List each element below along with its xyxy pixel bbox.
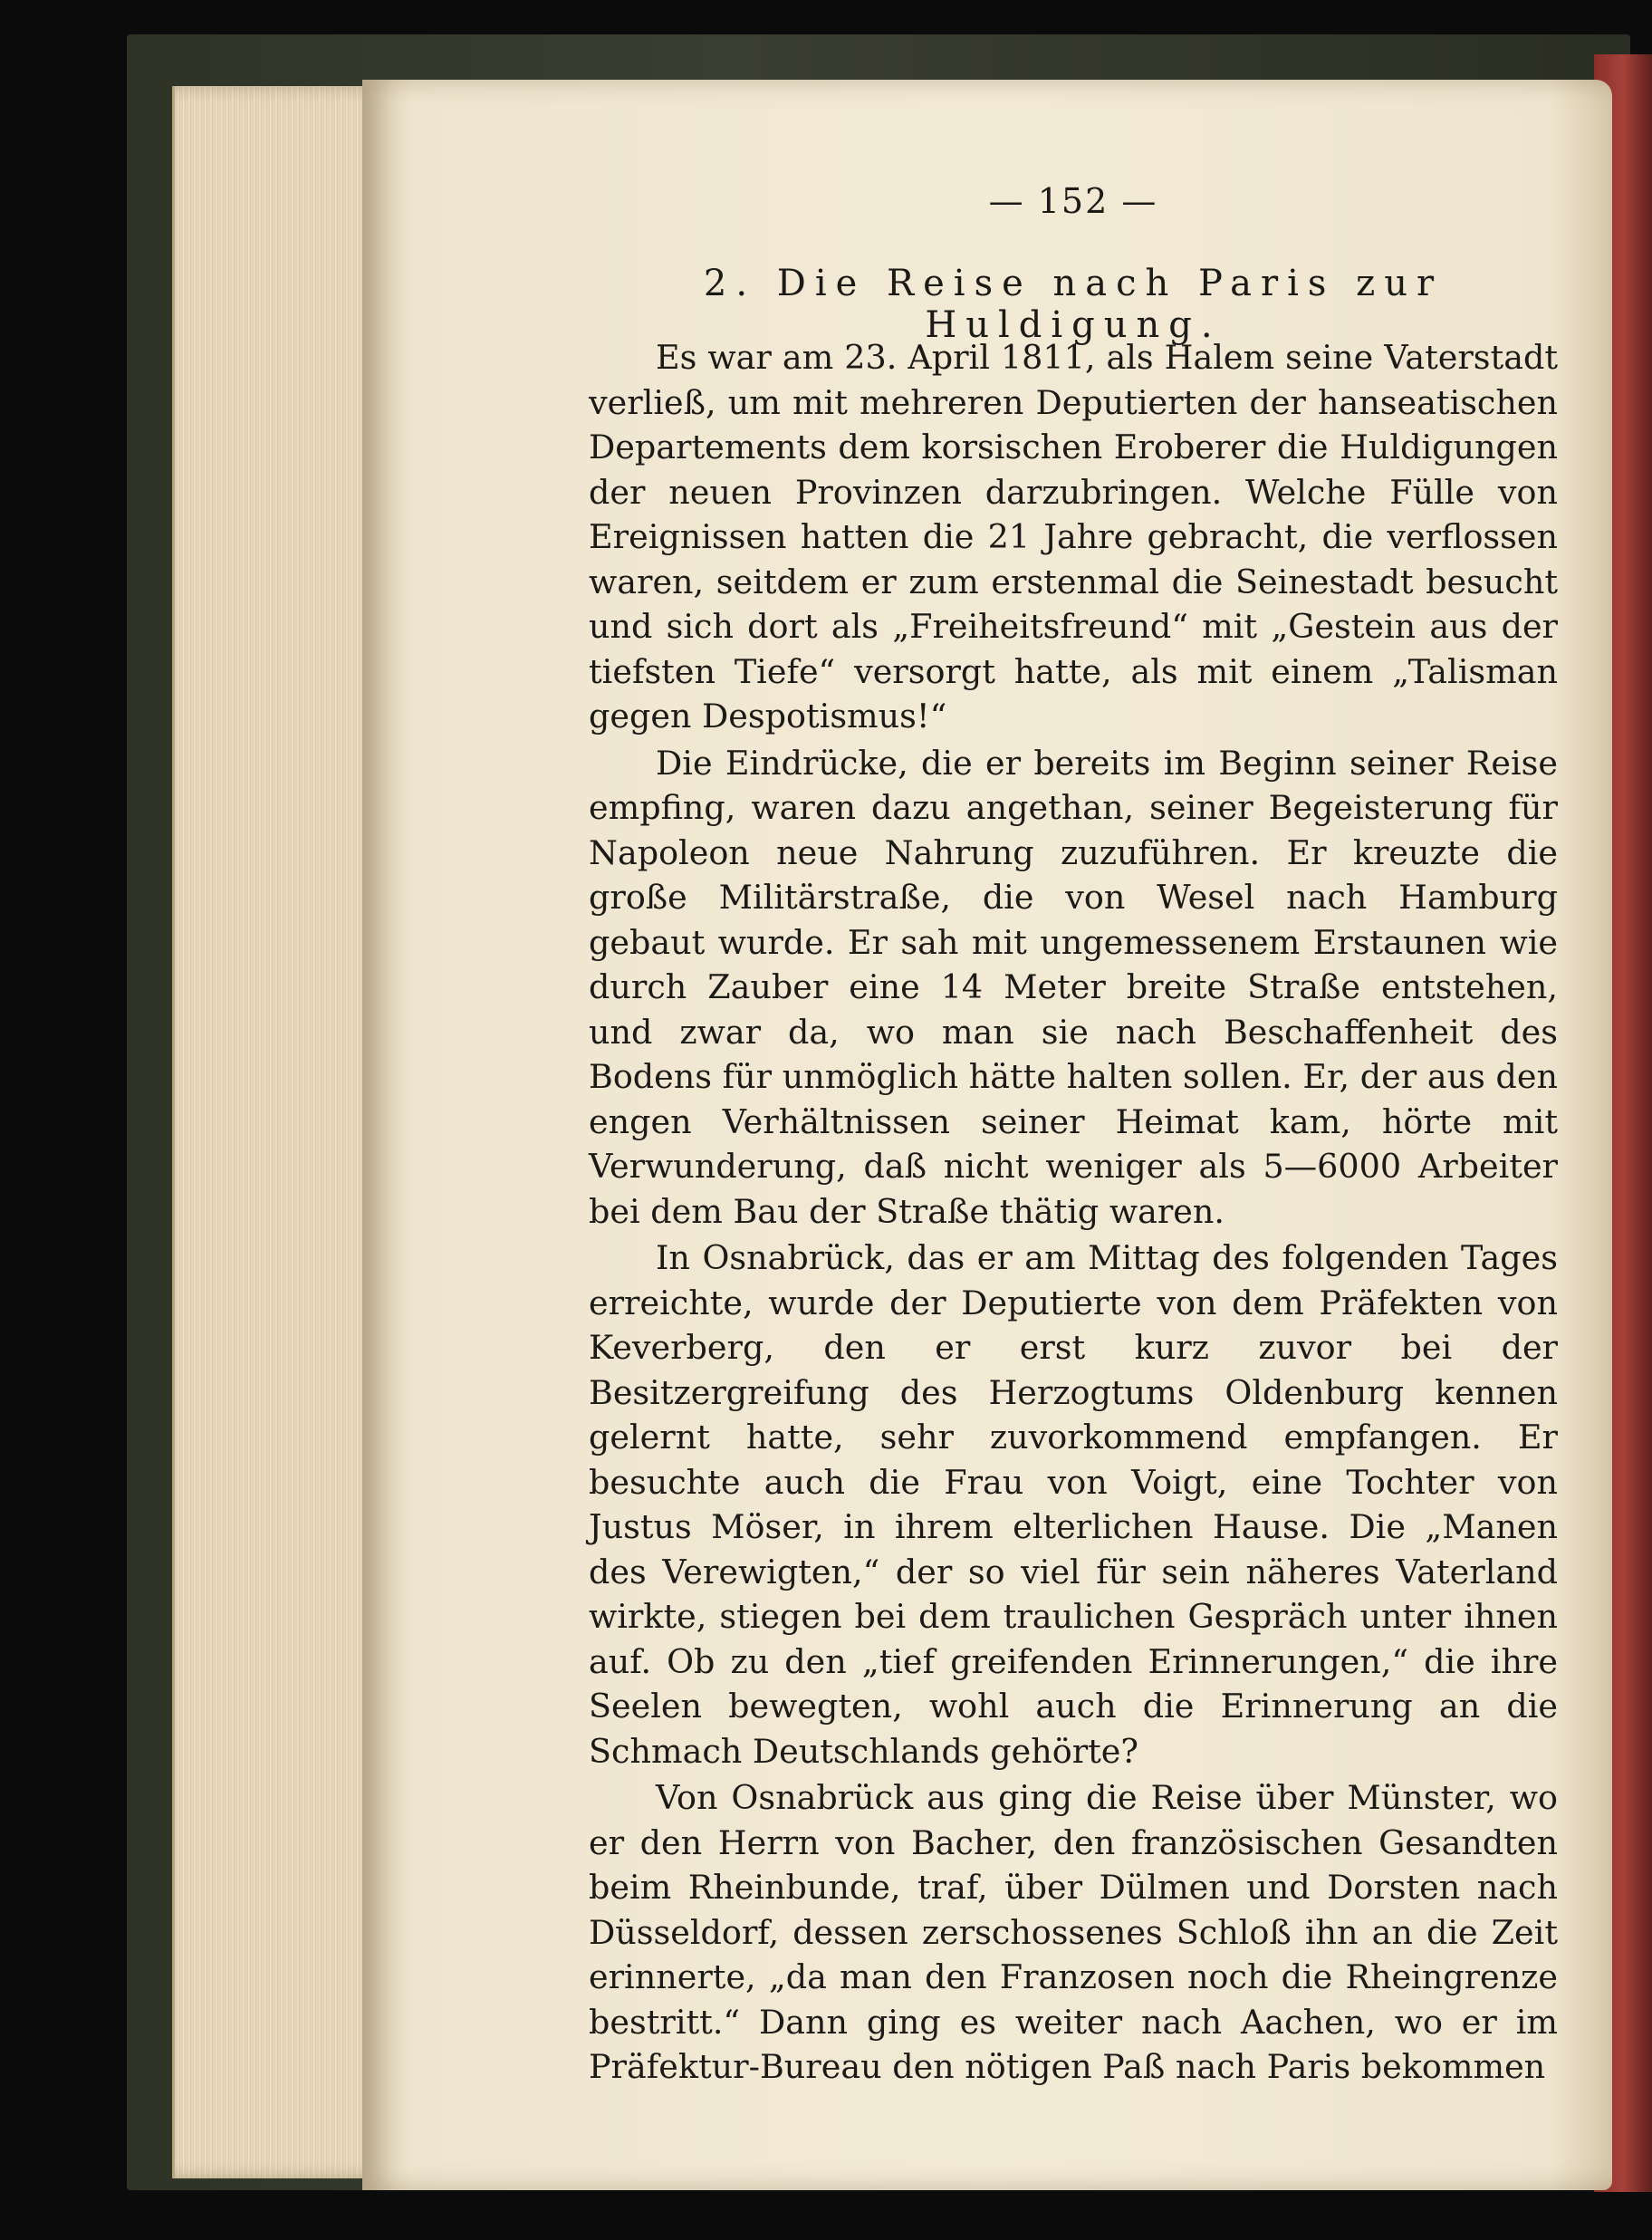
page-text-block [589,181,1558,2091]
paragraph: Die Eindrücke, die er bereits im Beginn seiner Reise empfing, waren dazu angethan, seiner Begeisterung für Napoleon neue Nahrung zuzuführen. Er kreuzte die große Militärstraße, die von Wesel nach Hamburg gebaut wurde. Er sah mit ungemessenem Erstaunen wie durch Zauber eine 14 Meter breite Straße entstehen, und zwar da, wo man sie nach Beschaffenheit des Bodens für unmöglich hätte halten sollen. Er, der aus den engen Verhältnissen seiner Heimat kam, hörte mit Verwunderung, daß nicht weniger als 5—6000 Arbeiter bei dem Bau der Straße thätig waren. [589,743,1558,1231]
chapter-title: 2. Die Reise nach Paris zur Huldigung. [703,263,1444,346]
paragraph: In Osnabrück, das er am Mittag des folgenden Tages erreichte, wurde der Deputierte von dem Präfekten von Keverberg, den er erst kurz zuvor bei der Besitzergreifung des Herzogtums Oldenburg kennen gelernt hatte, sehr zuvorkommend empfangen. Er besuchte auch die Frau von Voigt, eine Tochter von Justus Möser, in ihrem elterlichen Hause. Die „Manen des Verewigten,“ der so viel für sein näheres Vaterland wirkte, stiegen bei dem traulichen Gespräch unter ihnen auf. Ob zu den „tief greifenden Erinnerungen,“ die ihre Seelen bewegten, wohl auch die Erinnerung an die Schmach Deutschlands gehörte? [589,1238,1558,1771]
paragraph: Es war am 23. April 1811, als Halem seine Vaterstadt verließ, um mit mehreren Deputierten der hanseatischen Departements dem korsischen Eroberer die Huldigungen der neuen Provinzen darzubringen. Welche Fülle von Ereignissen hatten die 21 Jahre gebracht, die verflossen waren, seitdem er zum erstenmal die Seinestadt besucht und sich dort als „Freiheitsfreund“ mit „Gestein aus der tiefsten Tiefe“ versorgt hatte, als mit einem „Talisman gegen Despotismus!“ [589,338,1558,735]
page-edges [172,86,392,2178]
paragraph: Von Osnabrück aus ging die Reise über Münster, wo er den Herrn von Bacher, den französischen Gesandten beim Rheinbunde, traf, über Dülmen und Dorsten nach Düsseldorf, dessen zerschossenes Schloß ihn an die Zeit erinnerte, „da man den Franzosen noch die Rheingrenze bestritt.“ Dann ging es weiter nach Aachen, wo er im Präfektur-Bureau den nötigen Paß nach Paris bekommen [589,1778,1558,2086]
page-number: — 152 — [988,181,1158,221]
